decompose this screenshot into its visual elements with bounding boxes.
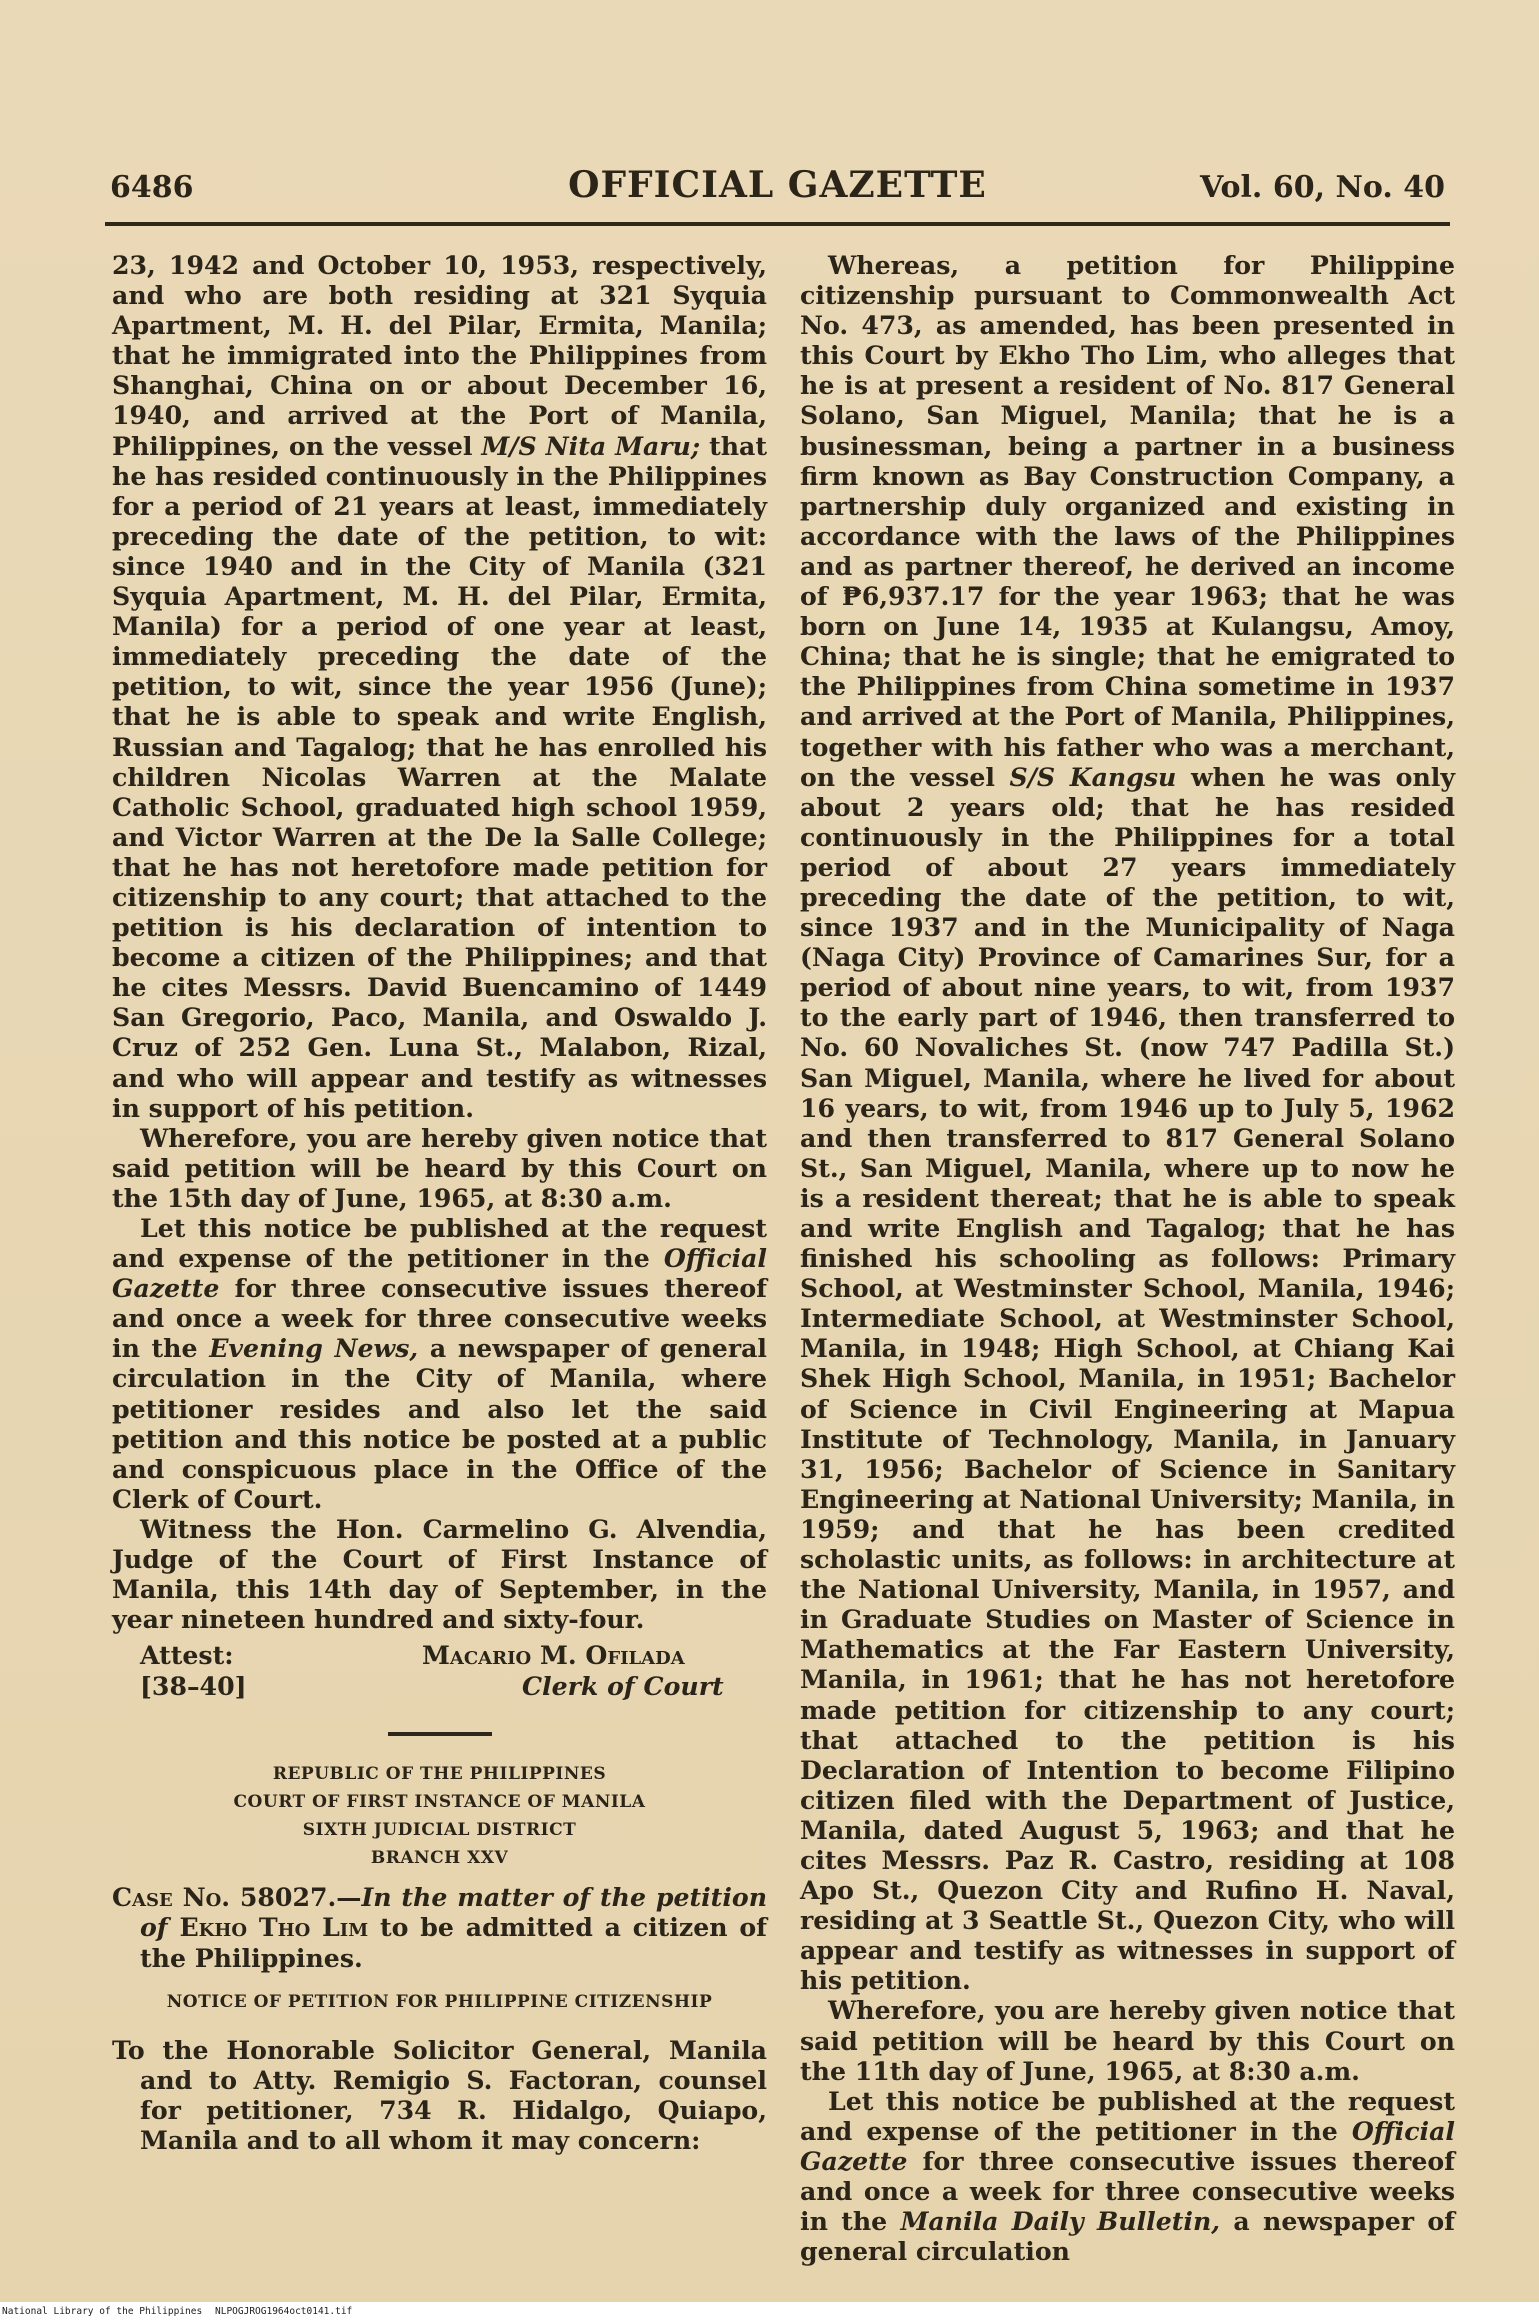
vessel-name: S/S Kangsu: [1009, 761, 1177, 792]
left-column: [112, 250, 767, 2155]
page-number: 6486: [110, 170, 194, 205]
publication-title: OFFICIAL GAZETTE: [568, 164, 987, 206]
attest-block: [140, 1640, 247, 1702]
notice-heading: NOTICE OF PETITION FOR PHILIPPINE CITIZENSHIP: [166, 1991, 713, 2012]
clerk-name: Macario M. Ofilada: [422, 1640, 685, 1671]
notice-address: To the Honorable Solicitor General, Manila and to Atty. Remigio S. Factoran, counsel for petitioner, 734 R. Hidalgo, Quiapo, Manila and to all whom it may concern:: [112, 2034, 767, 2155]
library-credit: National Library of the Philippines: [2, 2306, 203, 2317]
case-purpose: to be admitted a citizen of the Philippines.: [140, 1912, 767, 1973]
newspaper-name: Manila Daily Bulletin,: [900, 2206, 1221, 2237]
attestation: [112, 1640, 767, 1702]
newspaper-name: Evening News,: [209, 1333, 419, 1364]
attest-label: Attest:: [140, 1640, 234, 1671]
gazette-name: Official Gazette: [800, 2115, 1455, 2176]
publication-text-2: for three consecutive issues thereof and once a week for three consecutive weeks in the: [800, 2145, 1455, 2237]
court-line: SIXTH JUDICIAL DISTRICT: [302, 1820, 577, 1841]
scan-filename: NLPOGJROG1964oct0141.tif: [215, 2306, 353, 2317]
hearing-notice: Wherefore, you are hereby given notice that said petition will be heard by this Court on the 15th day of June, 1965, at 8:30 a.m.: [112, 1122, 767, 1213]
publication-text: Let this notice be published at the request and expense of the petitioner in the: [112, 1213, 767, 1274]
scan-footer: [0, 2302, 1539, 2321]
petition-text: Whereas, a petition for Philippine citizenship pursuant to Commonwealth Act No. 473, as amended, has been presented in this Court by Ekho Tho Lim, who alleges that he is at present a resident of No. 817 General Solano, San Miguel, Manila; that he is a businessman, being a partner in a business firm known as Bay Construction Company, a partnership duly organized and existing in accordance with the laws of the Philippines and as partner thereof, he derived an income of ₱6,937.17 for the year 1963; that he was born on June 14, 1935 at Kulangsu, Amoy, China; that he is single; that he emigrated to the Philippines from China sometime in 1937 and arrived at the Port of Manila, Philippines, together with his father who was a merchant, on the vessel: [800, 250, 1455, 792]
case-number: Case No. 58027.—: [112, 1882, 362, 1913]
vessel-name: M/S Nita Maru;: [481, 430, 701, 461]
section-divider: [388, 1732, 492, 1736]
petition-text-continued: when he was only about 2 years old; that he has resided continuously in the Philippines for a total period of about 27 years immediately preceding the date of the petition, to wit, since 1937 and in the Municipality of Naga (Naga City) Province of Camarines Sur, for a period of about nine years, to wit, from 1937 to the early part of 1946, then transferred to No. 60 Novaliches St. (now 747 Padilla St.) San Miguel, Manila, where he lived for about 16 years, to wit, from 1946 up to July 5, 1962 and then transferred to 817 General Solano St., San Miguel, Manila, where up to now he is a resident thereat; that he is able to speak and write English and Tagalog; that he has finished his schooling as follows: Primary School, at Westminster School, Manila, 1946; Intermediate School, at Westminster School, Manila, in 1948; High School, at Chiang Kai Shek High School, Manila, in 1951; Bachelor of Science in Civil Engineering at Mapua Institute of Technology, Manila, in January 31, 1956; Bachelor of Science in Sanitary Engineering at National University; Manila, in 1959; and that he has been credited scholastic units, as follows: in architecture at the National University, Manila, in 1957, and in Graduate Studies on Master of Science in Mathematics at the Far Eastern University, Manila, in 1961; that he has not heretofore made petition for citizenship to any court; that attached to the petition is his Declaration of Intention to become Filipino citizen filed with the Department of Justice, Manila, dated August 5, 1963; and that he cites Messrs. Paz R. Castro, residing at 108 Apo St., Quezon City and Rufino H. Naval, residing at 3 Seattle St., Quezon City, who will appear and testify as witnesses in support of his petition.: [800, 761, 1455, 1996]
petition-whereas: [800, 250, 1455, 1995]
publication-order: [800, 2086, 1455, 2267]
publication-text-2: for three consecutive issues thereof and once a week for three consecutive weeks in the: [112, 1273, 767, 1364]
court-line: BRANCH XXV: [370, 1848, 509, 1869]
court-heading: [112, 1760, 767, 1872]
gazette-name: Official Gazette: [112, 1243, 767, 1304]
publication-order: [112, 1213, 767, 1514]
court-line: COURT OF FIRST INSTANCE OF MANILA: [233, 1792, 646, 1813]
court-line: REPUBLIC OF THE PHILIPPINES: [272, 1764, 607, 1785]
witness-clause: Witness the Hon. Carmelino G. Alvendia, Judge of the Court of First Instance of Manila, this 14th day of September, in the year nineteen hundred and sixty-four.: [112, 1513, 767, 1635]
page-header: [110, 160, 1445, 210]
clerk-title: Clerk of Court: [522, 1671, 724, 1702]
petition-text: 23, 1942 and October 10, 1953, respectively, and who are both residing at 321 Syquia Apartment, M. H. del Pilar, Ermita, Manila; that he immigrated into the Philippines from Shanghai, China on or about December 16, 1940, and arrived at the Port of Manila, Philippines, on the vessel: [112, 250, 767, 461]
petition-continuation: [112, 250, 767, 1123]
hearing-notice: Wherefore, you are hereby given notice that said petition will be heard by this Court on the 11th day of June, 1965, at 8:30 a.m.: [800, 1995, 1455, 2086]
case-matter: In the matter of the petition of: [140, 1882, 768, 1943]
publication-text: Let this notice be published at the request and expense of the petitioner in the: [800, 2085, 1455, 2146]
publication-text-3: a newspaper of general circulation in the City of Manila, where petitioner resides and also let the said petition and this notice be posted at a public and conspicuous place in the Office of the Clerk of Court.: [112, 1333, 767, 1514]
case-caption: [112, 1882, 767, 1972]
petition-text-continued: that he has resided continuously in the Philippines for a period of 21 years at least, immediately preceding the date of the petition, to wit: since 1940 and in the City of Manila (321 Syquia Apartment, M. H. del Pilar, Ermita, Manila) for a period of one year at least, immediately preceding the date of the petition, to wit, since the year 1956 (June); that he is able to speak and write English, Russian and Tagalog; that he has enrolled his children Nicolas Warren at the Malate Catholic School, graduated high school 1959, and Victor Warren at the De la Salle College; that he has not heretofore made petition for citizenship to any court; that attached to the petition is his declaration of intention to become a citizen of the Philippines; and that he cites Messrs. David Buencamino of 1449 San Gregorio, Paco, Manila, and Oswaldo J. Cruz of 252 Gen. Luna St., Malabon, Rizal, and who will appear and testify as witnesses in support of his petition.: [112, 430, 767, 1123]
publication-text-3: a newspaper of general circulation: [800, 2206, 1455, 2267]
right-column: [800, 250, 1455, 2266]
signature-block: [422, 1640, 724, 1702]
volume-number: Vol. 60, No. 40: [1200, 170, 1445, 205]
header-rule: [105, 222, 1450, 226]
docket-number: [38–40]: [140, 1671, 247, 1702]
petitioner-name: Ekho Tho Lim: [179, 1912, 369, 1943]
